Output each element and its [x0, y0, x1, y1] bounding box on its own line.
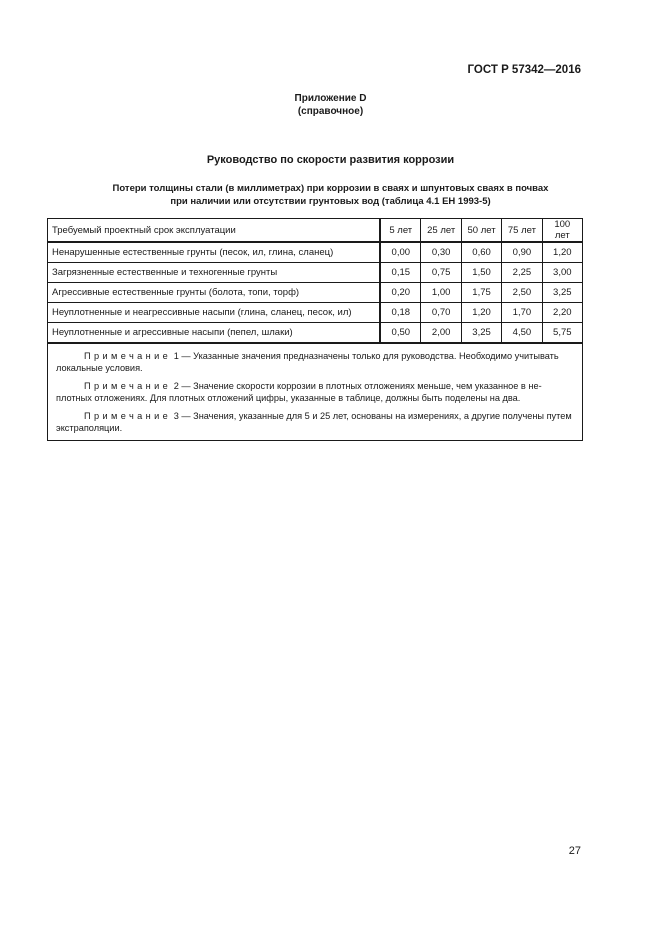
table-row	[48, 283, 583, 303]
value-cell: 2,00	[421, 323, 461, 344]
appendix-title: Приложение D	[294, 93, 367, 104]
value-cell: 0,30	[421, 242, 461, 263]
value-cell: 2,50	[502, 283, 542, 303]
soil-type-cell: Ненарушенные естественные грунты (песок, ил, глина, сланец)	[48, 242, 381, 263]
table-row	[48, 242, 583, 263]
soil-type-cell: Неуплотненные и агрессивные насыпи (пепел, шлаки)	[48, 323, 381, 344]
table-caption	[70, 182, 591, 208]
corrosion-table	[47, 218, 583, 441]
value-cell: 1,70	[502, 303, 542, 323]
value-cell: 0,70	[421, 303, 461, 323]
header-service-life: Требуемый проектный срок эксплуатации	[48, 219, 381, 243]
note-label: Примечание	[84, 411, 172, 421]
value-cell: 0,15	[380, 263, 421, 283]
table-row	[48, 263, 583, 283]
note-label: Примечание	[84, 351, 172, 361]
value-cell: 0,18	[380, 303, 421, 323]
note-text: 2 — Значение скорости коррозии в плотных отложениях меньше, чем указанное в неплотных отложениях. Для плотных отложений цифры, указанные в таблице, должны быть поделены на два.	[56, 381, 542, 403]
note-1	[56, 350, 574, 374]
value-cell: 1,75	[461, 283, 501, 303]
value-cell: 1,20	[461, 303, 501, 323]
table-notes-row	[48, 343, 583, 441]
note-label: Примечание	[84, 381, 172, 391]
value-cell: 1,20	[542, 242, 582, 263]
value-cell: 0,00	[380, 242, 421, 263]
value-cell: 3,00	[542, 263, 582, 283]
appendix-heading	[0, 92, 661, 118]
table-notes	[48, 343, 583, 441]
header-5-years: 5 лет	[380, 219, 421, 243]
table-header-row	[48, 219, 583, 243]
soil-type-cell: Агрессивные естественные грунты (болота, топи, торф)	[48, 283, 381, 303]
value-cell: 0,20	[380, 283, 421, 303]
value-cell: 3,25	[542, 283, 582, 303]
table-caption-line-1: Потери толщины стали (в миллиметрах) при коррозии в сваях и шпунтовых сваях в почвах	[112, 183, 549, 194]
soil-type-cell: Загрязненные естественные и техногенные грунты	[48, 263, 381, 283]
document-code: ГОСТ Р 57342—2016	[467, 64, 581, 76]
table-row	[48, 323, 583, 344]
header-25-years: 25 лет	[421, 219, 461, 243]
value-cell: 4,50	[502, 323, 542, 344]
value-cell: 5,75	[542, 323, 582, 344]
note-3	[56, 410, 574, 434]
header-75-years: 75 лет	[502, 219, 542, 243]
value-cell: 0,75	[421, 263, 461, 283]
note-text: 3 — Значения, указанные для 5 и 25 лет, основаны на измерениях, а другие получены путем экстраполяции.	[56, 411, 572, 433]
note-text: 1 — Указанные значения предназначены только для руководства. Необходимо учитывать локальные условия.	[56, 351, 559, 373]
value-cell: 2,20	[542, 303, 582, 323]
note-2	[56, 380, 574, 404]
table-row	[48, 303, 583, 323]
header-50-years: 50 лет	[461, 219, 501, 243]
appendix-subtitle: (справочное)	[297, 106, 364, 117]
value-cell: 0,60	[461, 242, 501, 263]
value-cell: 2,25	[502, 263, 542, 283]
page-number: 27	[568, 845, 581, 857]
value-cell: 0,90	[502, 242, 542, 263]
value-cell: 1,50	[461, 263, 501, 283]
header-100-years: 100 лет	[542, 219, 582, 243]
value-cell: 1,00	[421, 283, 461, 303]
table-caption-line-2: при наличии или отсутствии грунтовых вод (таблица 4.1 ЕН 1993-5)	[170, 196, 491, 207]
value-cell: 3,25	[461, 323, 501, 344]
soil-type-cell: Неуплотненные и неагрессивные насыпи (глина, сланец, песок, ил)	[48, 303, 381, 323]
value-cell: 0,50	[380, 323, 421, 344]
section-title: Руководство по скорости развития коррозии	[206, 154, 455, 166]
